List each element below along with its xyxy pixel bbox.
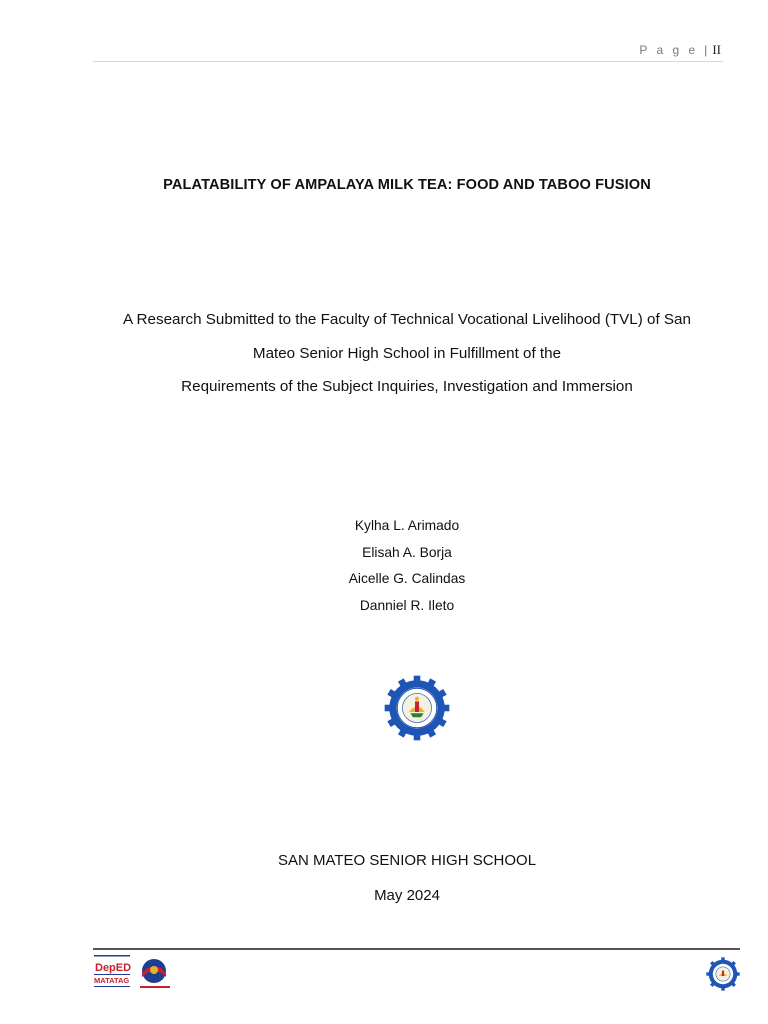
header-divider <box>93 61 723 62</box>
school-seal-logo <box>384 675 450 741</box>
author-name: Elisah A. Borja <box>362 544 452 560</box>
paper-title: PALATABILITY OF AMPALAYA MILK TEA: FOOD AND TABOO FUSION <box>163 177 651 193</box>
author-name: Kylha L. Arimado <box>354 518 460 533</box>
author-name: Danniel R. Ileto <box>359 597 455 613</box>
page-number: II <box>712 42 721 57</box>
svg-text:DepED: DepED <box>95 962 132 974</box>
page-header <box>639 42 721 58</box>
submission-line-2: Mateo Senior High School in Fulfillment of the <box>252 345 562 362</box>
school-seal-small-logo <box>706 957 740 991</box>
author-name: Aicelle G. Calindas <box>348 571 466 586</box>
page-separator: | <box>704 42 708 57</box>
svg-text:MATATAG: MATATAG <box>94 976 130 985</box>
author-list <box>0 513 768 619</box>
deped-matatag-logo <box>94 955 174 991</box>
footer-divider <box>93 948 740 950</box>
submission-date: May 2024 <box>374 887 440 904</box>
school-name: SAN MATEO SENIOR HIGH SCHOOL <box>277 852 537 869</box>
page-label: P a g e <box>639 43 699 57</box>
submission-line-3: Requirements of the Subject Inquiries, Investigation and Immersion <box>181 378 633 395</box>
submission-line-1: A Research Submitted to the Faculty of Technical Vocational Livelihood (TVL) of San <box>123 311 691 328</box>
